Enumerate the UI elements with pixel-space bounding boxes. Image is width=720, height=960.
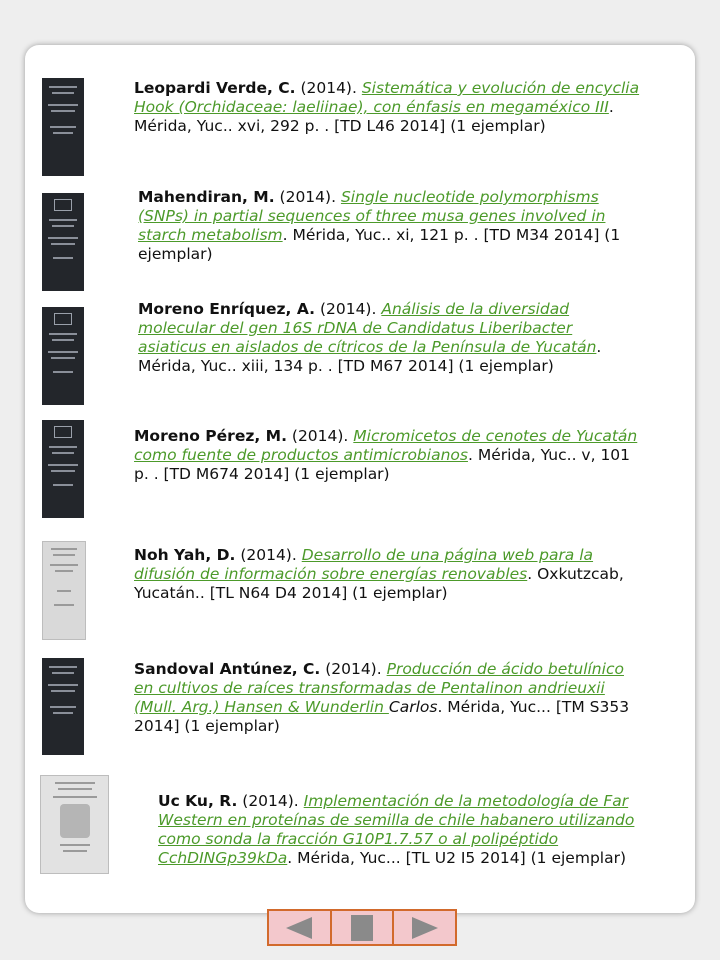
citation-entry (134, 79, 644, 136)
citation-entry (134, 427, 644, 484)
citation-entry (138, 300, 638, 376)
citation-author: Leopardi Verde, C. (134, 79, 296, 97)
citation-title-link[interactable]: Desarrollo de una página web para la difusión de información sobre energías renovables (134, 546, 594, 583)
previous-button[interactable] (269, 911, 332, 944)
citation-details: . Mérida, Yuc.. v, 101 p. . [TD M674 2014] (1 ejemplar) (134, 446, 631, 483)
citation-entry (134, 660, 644, 736)
citation-author: Mahendiran, M. (138, 188, 275, 206)
citation-year: (2014). (274, 188, 341, 206)
citation-author: Sandoval Antúnez, C. (134, 660, 321, 678)
citation-title-link[interactable]: Producción de ácido betulínico en cultivos de raíces transformadas de Pentalinon andrieuxii (Mull. Arg.) Hansen & Wunderlin (134, 660, 624, 716)
next-button[interactable] (394, 911, 455, 944)
thesis-cover-thumbnail[interactable] (42, 420, 84, 518)
citation-title-link[interactable]: Single nucleotide polymorphisms (SNPs) in partial sequences of three musa genes involved in starch metabolism (138, 188, 606, 244)
citation-author: Noh Yah, D. (134, 546, 236, 564)
thesis-cover-thumbnail[interactable] (42, 541, 86, 640)
citation-entry (158, 792, 664, 868)
citation-details: . Mérida, Yuc... [TM S353 2014] (1 ejemplar) (134, 698, 630, 735)
citation-title-link[interactable]: Implementación de la metodología de Far Western en proteínas de semilla de chile habanero utilizando como sonda la fracción G10P1.7.57 o al polipéptido CchDINGp39kDa (158, 792, 635, 867)
thesis-cover-thumbnail[interactable] (42, 307, 84, 405)
slide-navigation (267, 909, 457, 946)
citation-details: . Mérida, Yuc.. xvi, 292 p. . [TD L46 2014] (1 ejemplar) (134, 98, 614, 135)
citation-year: (2014). (237, 792, 304, 810)
home-button[interactable] (332, 911, 395, 944)
citation-author: Moreno Enríquez, A. (138, 300, 316, 318)
triangle-left-icon (282, 916, 316, 940)
citation-author: Moreno Pérez, M. (134, 427, 287, 445)
citation-entry (134, 546, 644, 603)
citation-details: . Mérida, Yuc... [TL U2 I5 2014] (1 ejemplar) (287, 849, 627, 867)
thesis-cover-thumbnail[interactable] (42, 658, 84, 755)
citation-details: . Oxkutzcab, Yucatán.. [TL N64 D4 2014] (1 ejemplar) (134, 565, 624, 602)
citation-details: . Mérida, Yuc.. xi, 121 p. . [TD M34 2014] (1 ejemplar) (138, 226, 621, 263)
citation-title-link[interactable]: Micromicetos de cenotes de Yucatán como fuente de productos antimicrobianos (134, 427, 638, 464)
thesis-cover-thumbnail[interactable] (40, 775, 109, 874)
citation-year: (2014). (295, 79, 362, 97)
citation-year: (2014). (235, 546, 302, 564)
citation-year: (2014). (320, 660, 387, 678)
citation-title-link[interactable]: Análisis de la diversidad molecular del gen 16S rDNA de Candidatus Liberibacter asiaticus en aislados de cítricos de la Península de Yucatán (138, 300, 597, 356)
square-icon (345, 914, 379, 942)
citation-author: Uc Ku, R. (158, 792, 238, 810)
citation-author-firstname: Carlos (388, 698, 438, 716)
citation-title-link[interactable]: Sistemática y evolución de encyclia Hook (Orchidaceae: laeliinae), con énfasis en megaméxico III (134, 79, 640, 116)
citation-entry (138, 188, 638, 264)
citation-year: (2014). (315, 300, 382, 318)
citation-details: . Mérida, Yuc.. xiii, 134 p. . [TD M67 2014] (1 ejemplar) (138, 338, 602, 375)
thesis-cover-thumbnail[interactable] (42, 193, 84, 291)
triangle-right-icon (408, 916, 442, 940)
citation-year: (2014). (286, 427, 354, 445)
thesis-cover-thumbnail[interactable] (42, 78, 84, 176)
